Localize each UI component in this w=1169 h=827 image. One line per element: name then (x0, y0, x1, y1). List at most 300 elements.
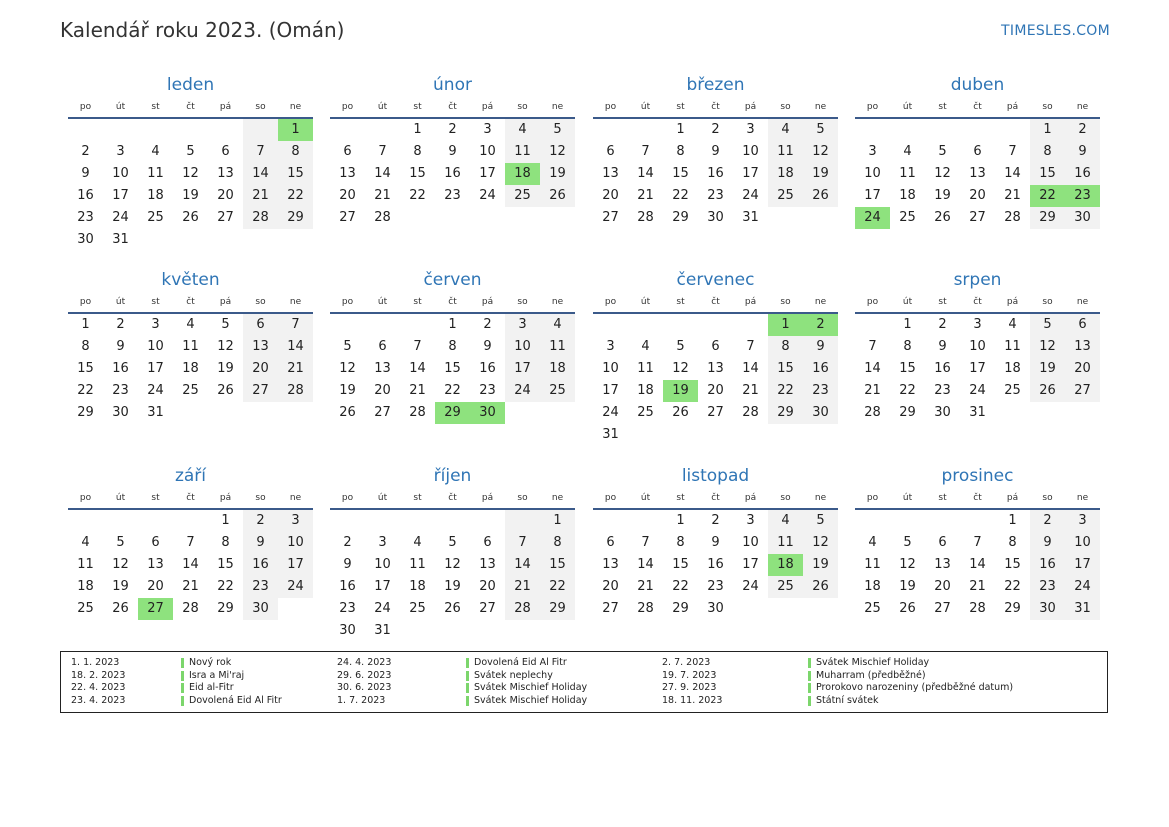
month-name: prosinec (941, 466, 1014, 486)
day-cell: 8 (768, 336, 803, 358)
legend-date: 19. 7. 2023 (662, 669, 717, 681)
day-cell: 16 (243, 554, 278, 576)
day-grid (593, 119, 838, 229)
day-cell: 15 (409, 166, 426, 181)
day-cell: 16 (444, 166, 461, 181)
day-cell: 10 (1065, 532, 1100, 554)
empty-cell (435, 510, 470, 532)
day-cell: 27 (138, 598, 173, 620)
weekday-label: pá (481, 297, 494, 307)
holiday-marker (808, 671, 811, 681)
day-cell: 15 (672, 557, 689, 572)
day-cell: 24 (602, 405, 619, 420)
month-name: září (174, 466, 207, 486)
empty-cell (173, 229, 208, 251)
day-cell: 6 (938, 535, 947, 550)
legend-entry (662, 670, 1013, 683)
day-cell: 14 (243, 163, 278, 185)
day-cell: 6 (483, 535, 492, 550)
weekday-label: po (79, 493, 92, 503)
day-cell: 25 (505, 185, 540, 207)
day-cell: 12 (182, 166, 199, 181)
month-1 (68, 74, 313, 251)
day-cell: 30 (707, 601, 724, 616)
day-cell: 30 (243, 598, 278, 620)
day-cell: 14 (969, 557, 986, 572)
day-cell: 4 (505, 119, 540, 141)
day-cell: 24 (505, 380, 540, 402)
day-cell: 21 (182, 579, 199, 594)
weekday-label: st (151, 297, 160, 307)
day-cell: 27 (1065, 380, 1100, 402)
weekday-label: so (1042, 297, 1053, 307)
day-cell: 13 (147, 557, 164, 572)
day-cell: 13 (602, 166, 619, 181)
day-cell: 25 (540, 380, 575, 402)
empty-cell (628, 510, 663, 532)
empty-cell (768, 207, 803, 229)
day-cell: 26 (182, 210, 199, 225)
day-cell: 13 (602, 557, 619, 572)
day-cell: 15 (1030, 163, 1065, 185)
weekday-label: so (255, 297, 266, 307)
day-cell: 23 (803, 380, 838, 402)
holiday-marker (808, 658, 811, 668)
day-cell: 26 (934, 210, 951, 225)
day-cell: 12 (1030, 336, 1065, 358)
empty-cell (628, 314, 663, 336)
day-cell: 27 (374, 405, 391, 420)
day-cell: 2 (243, 510, 278, 532)
day-cell: 29 (217, 601, 234, 616)
holiday-marker (181, 696, 184, 706)
day-cell: 26 (1030, 380, 1065, 402)
empty-cell (890, 510, 925, 532)
day-cell: 6 (1065, 314, 1100, 336)
day-cell: 7 (868, 339, 877, 354)
empty-cell (960, 510, 995, 532)
day-cell: 5 (448, 535, 457, 550)
day-cell: 26 (803, 185, 838, 207)
day-cell: 13 (217, 166, 234, 181)
month-name: listopad (681, 466, 750, 486)
legend-date: 1. 1. 2023 (71, 657, 120, 668)
day-cell: 6 (973, 144, 982, 159)
day-cell: 5 (903, 535, 912, 550)
day-cell: 12 (217, 339, 234, 354)
day-cell: 13 (479, 557, 496, 572)
weekday-header (330, 489, 575, 507)
empty-cell (505, 402, 540, 424)
weekday-label: čt (973, 493, 982, 503)
day-cell: 13 (374, 361, 391, 376)
day-cell: 10 (505, 336, 540, 358)
day-cell: 23 (444, 188, 461, 203)
day-cell: 19 (803, 554, 838, 576)
weekday-label: so (517, 102, 528, 112)
weekday-label: st (151, 493, 160, 503)
month-7 (593, 269, 838, 446)
weekday-label: ne (551, 102, 564, 112)
day-cell: 17 (742, 557, 759, 572)
day-cell: 1 (676, 513, 685, 528)
day-cell: 28 (742, 405, 759, 420)
day-cell: 3 (483, 122, 492, 137)
day-cell: 22 (278, 185, 313, 207)
day-cell: 13 (339, 166, 356, 181)
empty-cell (803, 424, 838, 446)
empty-cell (505, 207, 540, 229)
day-grid (855, 119, 1100, 229)
weekday-label: ne (1076, 493, 1089, 503)
day-cell: 5 (938, 144, 947, 159)
weekday-label: st (938, 493, 947, 503)
day-cell: 30 (339, 623, 356, 638)
day-cell: 8 (540, 532, 575, 554)
day-cell: 5 (221, 317, 230, 332)
day-cell: 15 (77, 361, 94, 376)
day-cell: 14 (637, 166, 654, 181)
month-6 (330, 269, 575, 424)
empty-cell (995, 402, 1030, 424)
day-cell: 12 (803, 141, 838, 163)
day-cell: 3 (606, 339, 615, 354)
legend-holiday-name: Svátek Mischief Holiday (474, 694, 588, 706)
day-grid (593, 510, 838, 620)
day-cell: 19 (1030, 358, 1065, 380)
weekday-label: čt (186, 297, 195, 307)
day-cell: 2 (1065, 119, 1100, 141)
day-cell: 19 (934, 188, 951, 203)
day-cell: 1 (1030, 119, 1065, 141)
day-cell: 29 (278, 207, 313, 229)
empty-cell (1030, 402, 1065, 424)
day-cell: 27 (969, 210, 986, 225)
day-cell: 12 (112, 557, 129, 572)
weekday-label: ne (1076, 297, 1089, 307)
weekday-label: po (604, 102, 617, 112)
day-cell: 11 (864, 557, 881, 572)
day-cell: 30 (803, 402, 838, 424)
day-cell: 14 (742, 361, 759, 376)
day-grid (593, 314, 838, 446)
weekday-label: so (255, 102, 266, 112)
weekday-label: so (780, 102, 791, 112)
weekday-label: čt (973, 102, 982, 112)
day-cell: 14 (374, 166, 391, 181)
day-cell: 21 (505, 576, 540, 598)
day-cell: 29 (672, 601, 689, 616)
weekday-label: út (115, 102, 126, 112)
empty-cell (243, 402, 278, 424)
empty-cell (593, 314, 628, 336)
day-cell: 24 (147, 383, 164, 398)
day-cell: 27 (479, 601, 496, 616)
legend-column (337, 657, 587, 707)
day-cell: 7 (973, 535, 982, 550)
day-cell: 11 (768, 532, 803, 554)
day-cell: 20 (243, 358, 278, 380)
weekday-label: st (151, 102, 160, 112)
weekday-label: čt (448, 297, 457, 307)
day-cell: 31 (112, 232, 129, 247)
day-cell: 7 (505, 532, 540, 554)
weekday-header (593, 293, 838, 311)
day-cell: 21 (637, 188, 654, 203)
empty-cell (365, 314, 400, 336)
day-cell: 3 (505, 314, 540, 336)
day-cell: 9 (483, 339, 492, 354)
day-cell: 11 (505, 141, 540, 163)
day-cell: 5 (540, 119, 575, 141)
weekday-label: st (938, 297, 947, 307)
empty-cell (733, 598, 768, 620)
day-cell: 16 (479, 361, 496, 376)
day-cell: 4 (81, 535, 90, 550)
day-cell: 9 (711, 535, 720, 550)
day-cell: 13 (707, 361, 724, 376)
day-cell: 27 (602, 601, 619, 616)
empty-cell (173, 119, 208, 141)
day-cell: 17 (112, 188, 129, 203)
weekday-label: út (640, 102, 651, 112)
day-cell: 24 (1065, 576, 1100, 598)
day-cell: 1 (81, 317, 90, 332)
weekday-label: so (1042, 493, 1053, 503)
weekday-label: út (640, 297, 651, 307)
month-name: březen (686, 75, 745, 95)
day-cell: 4 (768, 119, 803, 141)
empty-cell (855, 510, 890, 532)
day-cell: 19 (182, 188, 199, 203)
day-cell: 22 (1004, 579, 1021, 594)
day-cell: 15 (1004, 557, 1021, 572)
day-cell: 20 (339, 188, 356, 203)
day-cell: 23 (479, 383, 496, 398)
day-cell: 2 (938, 317, 947, 332)
page-title: Kalendář roku 2023. (Omán) (60, 18, 345, 42)
day-cell: 26 (672, 405, 689, 420)
holiday-marker (466, 696, 469, 706)
empty-cell (540, 620, 575, 642)
empty-cell (890, 119, 925, 141)
legend-date: 27. 9. 2023 (662, 682, 717, 694)
day-cell: 2 (1030, 510, 1065, 532)
legend-entry (662, 695, 1013, 708)
day-cell: 22 (409, 188, 426, 203)
day-cell: 30 (470, 402, 505, 424)
day-cell: 10 (969, 339, 986, 354)
day-cell: 9 (803, 336, 838, 358)
site-link[interactable]: TIMESLES.COM (1001, 23, 1110, 39)
empty-cell (278, 402, 313, 424)
day-cell: 1 (278, 119, 313, 141)
day-cell: 7 (186, 535, 195, 550)
empty-cell (173, 402, 208, 424)
day-cell: 7 (641, 144, 650, 159)
day-cell: 17 (1065, 554, 1100, 576)
day-cell: 11 (1004, 339, 1021, 354)
empty-cell (855, 314, 890, 336)
day-cell: 8 (903, 339, 912, 354)
day-cell: 18 (147, 188, 164, 203)
weekday-label: st (676, 493, 685, 503)
legend-date: 23. 4. 2023 (71, 694, 126, 706)
legend-holiday-name: Isra a Mi'raj (189, 669, 245, 681)
empty-cell (138, 229, 173, 251)
month-5 (68, 269, 313, 424)
empty-cell (208, 229, 243, 251)
day-cell: 2 (116, 317, 125, 332)
weekday-label: po (866, 297, 879, 307)
weekday-label: čt (973, 297, 982, 307)
day-cell: 23 (934, 383, 951, 398)
empty-cell (208, 119, 243, 141)
day-cell: 11 (768, 141, 803, 163)
day-cell: 8 (448, 339, 457, 354)
empty-cell (330, 510, 365, 532)
day-cell: 29 (899, 405, 916, 420)
weekday-label: pá (1006, 297, 1019, 307)
day-cell: 4 (186, 317, 195, 332)
weekday-label: pá (219, 493, 232, 503)
day-cell: 11 (899, 166, 916, 181)
day-cell: 4 (151, 144, 160, 159)
day-cell: 15 (540, 554, 575, 576)
weekday-label: út (377, 297, 388, 307)
empty-cell (698, 424, 733, 446)
weekday-header (593, 98, 838, 116)
day-cell: 29 (77, 405, 94, 420)
day-cell: 19 (217, 361, 234, 376)
weekday-label: st (938, 102, 947, 112)
empty-cell (663, 314, 698, 336)
day-cell: 23 (707, 579, 724, 594)
empty-cell (925, 510, 960, 532)
empty-cell (593, 510, 628, 532)
empty-cell (435, 207, 470, 229)
day-cell: 29 (1030, 207, 1065, 229)
weekday-label: po (341, 493, 354, 503)
weekday-header (855, 98, 1100, 116)
weekday-label: pá (481, 102, 494, 112)
day-cell: 31 (969, 405, 986, 420)
empty-cell (68, 119, 103, 141)
empty-cell (138, 510, 173, 532)
weekday-label: ne (551, 297, 564, 307)
day-cell: 20 (602, 188, 619, 203)
legend-date: 1. 7. 2023 (337, 694, 386, 706)
weekday-header (855, 293, 1100, 311)
day-cell: 17 (278, 554, 313, 576)
weekday-label: ne (814, 102, 827, 112)
day-cell: 10 (864, 166, 881, 181)
day-cell: 21 (864, 383, 881, 398)
day-cell: 18 (1004, 361, 1021, 376)
legend-holiday-name: Státní svátek (816, 694, 879, 706)
day-cell: 14 (1004, 166, 1021, 181)
day-cell: 19 (112, 579, 129, 594)
day-cell: 18 (540, 358, 575, 380)
day-cell: 27 (243, 380, 278, 402)
weekday-label: po (866, 102, 879, 112)
day-cell: 16 (77, 188, 94, 203)
day-cell: 21 (243, 185, 278, 207)
day-cell: 14 (864, 361, 881, 376)
weekday-label: út (377, 102, 388, 112)
day-cell: 27 (217, 210, 234, 225)
month-9 (68, 465, 313, 620)
day-cell: 29 (540, 598, 575, 620)
day-cell: 9 (81, 166, 90, 181)
day-cell: 2 (803, 314, 838, 336)
day-cell: 15 (444, 361, 461, 376)
day-cell: 3 (868, 144, 877, 159)
weekday-label: st (676, 102, 685, 112)
day-cell: 3 (746, 513, 755, 528)
day-cell: 16 (707, 166, 724, 181)
day-grid (68, 119, 313, 251)
day-cell: 15 (217, 557, 234, 572)
day-cell: 18 (182, 361, 199, 376)
holiday-marker (466, 671, 469, 681)
empty-cell (278, 229, 313, 251)
day-cell: 8 (676, 144, 685, 159)
day-cell: 16 (1065, 163, 1100, 185)
legend-date: 29. 6. 2023 (337, 669, 392, 681)
weekday-label: ne (814, 297, 827, 307)
weekday-label: ne (1076, 102, 1089, 112)
day-cell: 11 (540, 336, 575, 358)
day-cell: 30 (112, 405, 129, 420)
day-cell: 10 (742, 144, 759, 159)
day-cell: 17 (742, 166, 759, 181)
day-cell: 22 (77, 383, 94, 398)
day-cell: 22 (217, 579, 234, 594)
day-cell: 9 (448, 144, 457, 159)
empty-cell (960, 119, 995, 141)
holiday-marker (181, 658, 184, 668)
weekday-label: ne (289, 493, 302, 503)
empty-cell (365, 510, 400, 532)
day-cell: 26 (540, 185, 575, 207)
month-name: červen (423, 270, 482, 290)
weekday-label: st (676, 297, 685, 307)
day-cell: 26 (217, 383, 234, 398)
empty-cell (138, 119, 173, 141)
day-cell: 20 (147, 579, 164, 594)
day-cell: 15 (899, 361, 916, 376)
day-cell: 24 (374, 601, 391, 616)
day-cell: 20 (217, 188, 234, 203)
day-cell: 25 (147, 210, 164, 225)
empty-cell (1065, 402, 1100, 424)
day-cell: 10 (374, 557, 391, 572)
day-cell: 19 (339, 383, 356, 398)
day-cell: 13 (934, 557, 951, 572)
empty-cell (103, 510, 138, 532)
day-cell: 27 (339, 210, 356, 225)
month-3 (593, 74, 838, 229)
day-cell: 28 (278, 380, 313, 402)
holiday-legend (60, 651, 1108, 713)
weekday-label: čt (448, 102, 457, 112)
day-cell: 12 (672, 361, 689, 376)
month-8 (855, 269, 1100, 424)
legend-date: 2. 7. 2023 (662, 657, 711, 668)
day-cell: 22 (672, 579, 689, 594)
weekday-label: čt (186, 102, 195, 112)
